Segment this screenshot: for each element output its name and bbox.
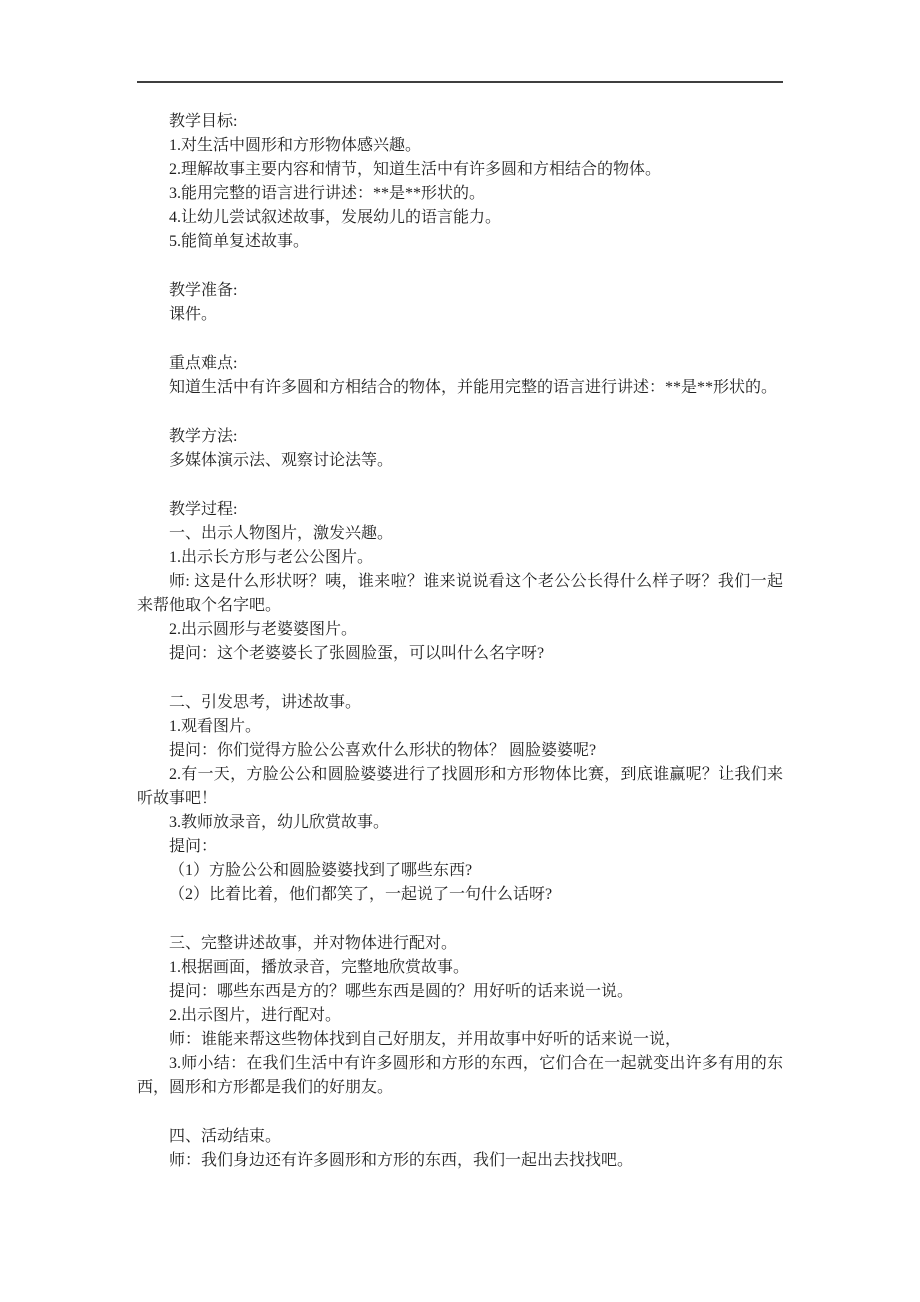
paragraph: 4.让幼儿尝试叙述故事，发展幼儿的语言能力。 — [169, 209, 502, 226]
paragraph: 1.根据画面，播放录音，完整地欣赏故事。 — [169, 959, 470, 976]
paragraph: 5.能简单复述故事。 — [169, 233, 310, 250]
section — [137, 932, 783, 1100]
paragraph: 提问：哪些东西是方的？哪些东西是圆的？用好听的话来说一说。 — [169, 983, 634, 1000]
paragraph: 2.出示图片，进行配对。 — [169, 1007, 342, 1024]
paragraph: 2.有一天，方脸公公和圆脸婆婆进行了找圆形和方形物体比赛，到底谁赢呢？让我们来听故事吧！ — [137, 766, 783, 807]
document-body — [137, 110, 783, 1198]
paragraph: （1）方脸公公和圆脸婆婆找到了哪些东西? — [169, 862, 473, 879]
section — [137, 110, 783, 254]
paragraph: 三、完整讲述故事，并对物体进行配对。 — [169, 935, 458, 952]
paragraph: 教学目标: — [169, 113, 238, 130]
paragraph: 四、活动结束。 — [169, 1128, 282, 1145]
paragraph: 提问： — [169, 838, 218, 855]
paragraph: 3.师小结：在我们生活中有许多圆形和方形的东西，它们合在一起就变出许多有用的东西，圆形和方形都是我们的好朋友。 — [137, 1055, 783, 1096]
paragraph: （2）比着比着，他们都笑了，一起说了一句什么话呀? — [169, 886, 553, 903]
top-divider — [137, 81, 783, 83]
paragraph: 教学方法: — [169, 428, 238, 445]
paragraph: 3.能用完整的语言进行讲述：**是**形状的。 — [169, 185, 486, 202]
paragraph: 1.出示长方形与老公公图片。 — [169, 549, 374, 566]
section — [137, 498, 783, 666]
section — [137, 691, 783, 907]
paragraph: 1.对生活中圆形和方形物体感兴趣。 — [169, 137, 422, 154]
paragraph: 二、引发思考，讲述故事。 — [169, 694, 362, 711]
paragraph: 一、出示人物图片，激发兴趣。 — [169, 525, 394, 542]
paragraph: 2.理解故事主要内容和情节，知道生活中有许多圆和方相结合的物体。 — [169, 161, 662, 178]
paragraph: 提问：这个老婆婆长了张圆脸蛋，可以叫什么名字呀? — [169, 645, 545, 662]
section — [137, 352, 783, 400]
paragraph: 师：谁能来帮这些物体找到自己好朋友，并用故事中好听的话来说一说， — [169, 1031, 682, 1048]
paragraph: 3.教师放录音，幼儿欣赏故事。 — [169, 814, 390, 831]
section — [137, 1125, 783, 1173]
paragraph: 课件。 — [169, 306, 218, 323]
paragraph: 2.出示圆形与老婆婆图片。 — [169, 621, 358, 638]
paragraph: 教学过程: — [169, 501, 238, 518]
paragraph: 知道生活中有许多圆和方相结合的物体，并能用完整的语言进行讲述：**是**形状的。 — [169, 379, 778, 396]
paragraph: 师：我们身边还有许多圆形和方形的东西，我们一起出去找找吧。 — [169, 1152, 634, 1169]
paragraph: 多媒体演示法、观察讨论法等。 — [169, 452, 394, 469]
paragraph: 教学准备: — [169, 282, 238, 299]
paragraph: 提问：你们觉得方脸公公喜欢什么形状的物体？ 圆脸婆婆呢? — [169, 742, 597, 759]
section — [137, 425, 783, 473]
section — [137, 279, 783, 327]
paragraph: 重点难点: — [169, 355, 238, 372]
paragraph: 师: 这是什么形状呀？咦，谁来啦？谁来说说看这个老公公长得什么样子呀？我们一起来帮他取个名字吧。 — [137, 573, 783, 614]
paragraph: 1.观看图片。 — [169, 718, 262, 735]
